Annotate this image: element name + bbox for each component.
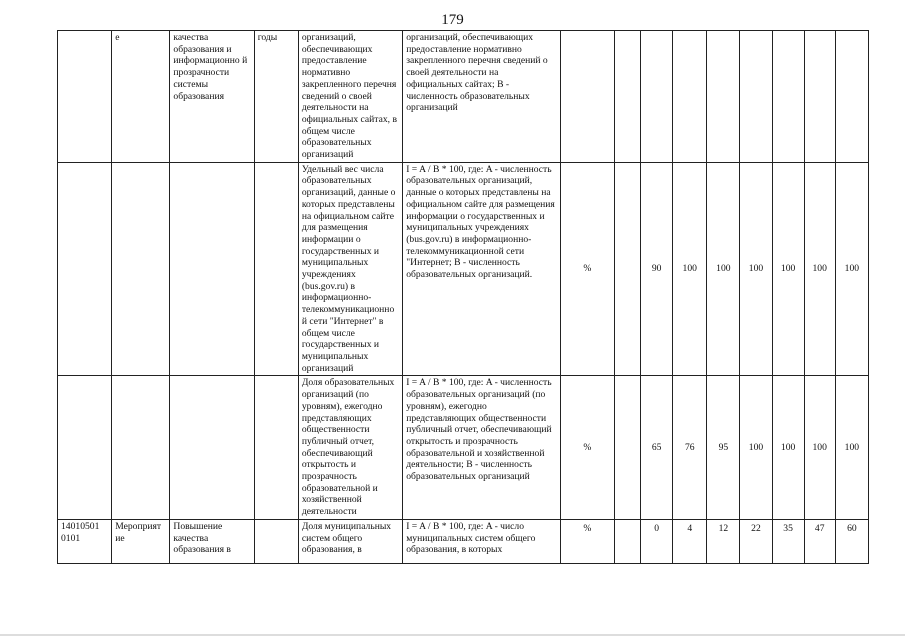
goal-cell: качества образования и информационно й прозрачности системы образования xyxy=(170,31,254,163)
unit-cell: % xyxy=(560,376,614,519)
value-cell: 100 xyxy=(772,376,804,519)
base-cell xyxy=(614,376,640,519)
base-cell xyxy=(614,519,640,563)
value-cell: 100 xyxy=(835,162,868,376)
value-cell: 0 xyxy=(641,519,673,563)
period-cell: годы xyxy=(254,31,298,163)
table-row xyxy=(58,519,869,563)
value-cell: 4 xyxy=(673,519,707,563)
formula-cell: I = A / B * 100, где: A - численность образовательных организаций (по уровням), ежегодно представляющих общественности публичный отчет, обеспечивающий открытость и прозрачность образовательной и хозяйственной деятельности; B - численность образовательных организаций xyxy=(403,376,561,519)
formula-cell: I = A / B * 100, где: A - численность образовательных организаций, данные о которых представлены на официальном сайте для размещения информации о государственных и муниципальных учреждениях (bus.gov.ru) в информационно-телекоммуникационной сети "Интернет; B - численность образовательных организаций. xyxy=(403,162,561,376)
period-cell xyxy=(254,162,298,376)
base-cell xyxy=(614,31,640,163)
indicator-cell: Удельный вес числа образовательных организаций, данные о которых представлены на официальном сайте для размещения информации о государственных и муниципальных учреждениях (bus.gov.ru) в информационно-телекоммуникационно й сети "Интернет" в общем числе государственных и муниципальных организаций xyxy=(298,162,402,376)
value-cell: 47 xyxy=(804,519,835,563)
value-cell: 100 xyxy=(673,162,707,376)
goal-cell: Повышение качества образования в xyxy=(170,519,254,563)
type-cell xyxy=(112,376,170,519)
formula-cell: I = A / B * 100, где: A - число муниципальных систем общего образования, в которых xyxy=(403,519,561,563)
value-cell: 76 xyxy=(673,376,707,519)
page-bottom-edge xyxy=(0,634,905,636)
value-cell xyxy=(804,31,835,163)
value-cell: 90 xyxy=(641,162,673,376)
indicators-table xyxy=(57,30,869,564)
indicator-cell: Доля муниципальных систем общего образования, в xyxy=(298,519,402,563)
code-cell: 14010501 0101 xyxy=(58,519,112,563)
value-cell: 100 xyxy=(707,162,740,376)
table-row xyxy=(58,162,869,376)
unit-cell xyxy=(560,31,614,163)
value-cell: 100 xyxy=(740,162,772,376)
code-cell xyxy=(58,162,112,376)
value-cell: 35 xyxy=(772,519,804,563)
value-cell: 12 xyxy=(707,519,740,563)
goal-cell xyxy=(170,162,254,376)
period-cell xyxy=(254,376,298,519)
type-cell: е xyxy=(112,31,170,163)
unit-cell: % xyxy=(560,519,614,563)
unit-cell: % xyxy=(560,162,614,376)
indicator-cell: Доля образовательных организаций (по уровням), ежегодно представляющих общественности публичный отчет, обеспечивающий открытость и прозрачность образовательной и хозяйственной деятельности xyxy=(298,376,402,519)
value-cell xyxy=(772,31,804,163)
indicator-cell: организаций, обеспечивающих предоставление нормативно закрепленного перечня сведений о своей деятельности на официальных сайтах, в общем числе образовательных организаций xyxy=(298,31,402,163)
code-cell xyxy=(58,31,112,163)
base-cell xyxy=(614,162,640,376)
value-cell xyxy=(641,31,673,163)
value-cell: 95 xyxy=(707,376,740,519)
value-cell: 60 xyxy=(835,519,868,563)
period-cell xyxy=(254,519,298,563)
page-number: 179 xyxy=(441,12,464,28)
value-cell: 100 xyxy=(740,376,772,519)
table-row xyxy=(58,31,869,163)
type-cell xyxy=(112,162,170,376)
value-cell: 22 xyxy=(740,519,772,563)
formula-cell: организаций, обеспечивающих предоставление нормативно закрепленного перечня сведений о своей деятельности на официальных сайтах; B - численность образовательных организаций xyxy=(403,31,561,163)
value-cell: 100 xyxy=(772,162,804,376)
value-cell xyxy=(835,31,868,163)
value-cell: 65 xyxy=(641,376,673,519)
value-cell xyxy=(673,31,707,163)
type-cell: Мероприят ие xyxy=(112,519,170,563)
value-cell: 100 xyxy=(804,162,835,376)
value-cell xyxy=(740,31,772,163)
goal-cell xyxy=(170,376,254,519)
value-cell xyxy=(707,31,740,163)
code-cell xyxy=(58,376,112,519)
value-cell: 100 xyxy=(835,376,868,519)
value-cell: 100 xyxy=(804,376,835,519)
table-row xyxy=(58,376,869,519)
